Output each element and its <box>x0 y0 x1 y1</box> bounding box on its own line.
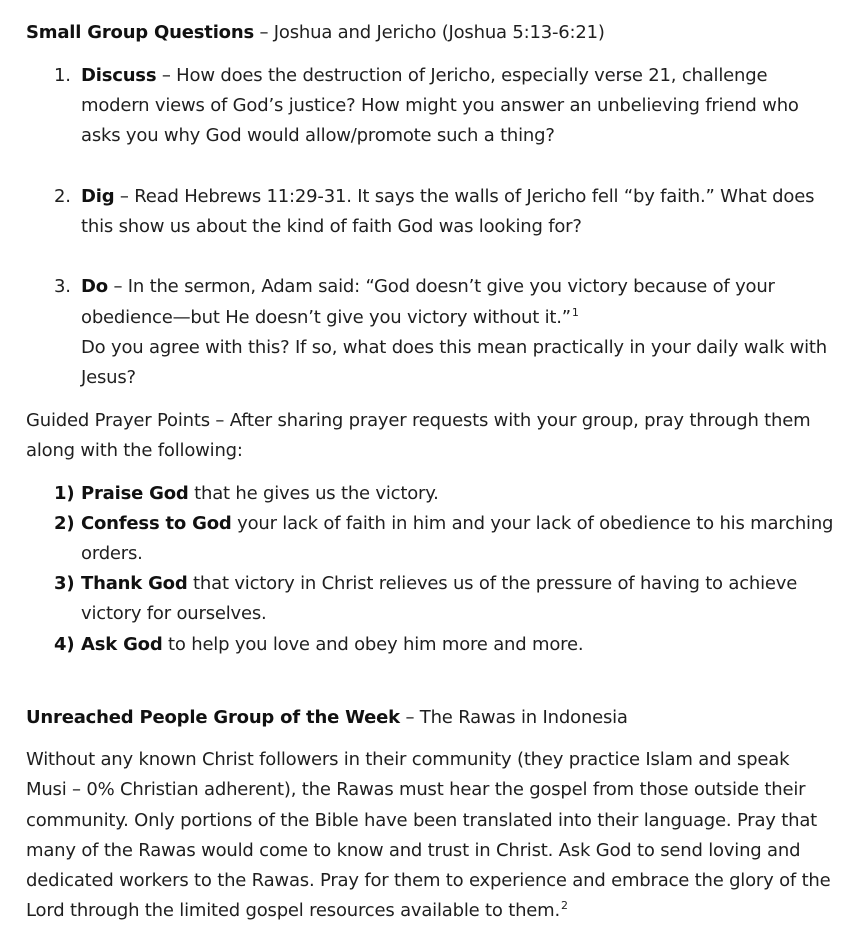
prayer-intro-line-1: Guided Prayer Points – After sharing prayer requests with your group, pray through them <box>26 410 811 431</box>
question-3-line-1 <box>81 272 775 302</box>
unreached-last-text: Lord through the limited gospel resources available to them. <box>26 900 561 921</box>
prayer-point-2-number <box>54 509 74 539</box>
question-3-number: 3. <box>54 276 71 297</box>
question-3-line-3: Do you agree with this? If so, what does this mean practically in your daily walk with <box>81 337 827 358</box>
prayer-point-3-line-2: victory for ourselves. <box>81 603 267 624</box>
prayer-point-1-number <box>54 479 74 509</box>
question-2-line-2: this show us about the kind of faith God was looking for? <box>81 216 582 237</box>
prayer-point-3-term: Thank God <box>81 573 188 594</box>
question-3-line-2 <box>81 303 579 335</box>
question-1-line-2: modern views of God’s justice? How might you answer an unbelieving friend who <box>81 95 799 116</box>
unreached-line-5: dedicated workers to the Rawas. Pray for them to experience and embrace the glory of the <box>26 870 831 891</box>
prayer-point-3-line-1 <box>81 569 797 599</box>
prayer-point-4-number <box>54 630 74 660</box>
question-2-line-1 <box>81 182 814 212</box>
question-3-term: Do <box>81 276 108 297</box>
unreached-subtitle: – The Rawas in Indonesia <box>399 707 628 728</box>
prayer-point-4-term: Ask God <box>81 634 163 655</box>
unreached-heading <box>26 703 628 733</box>
unreached-line-2: Musi – 0% Christian adherent), the Rawas must hear the gospel from those outside their <box>26 779 806 800</box>
question-2-text: – Read Hebrews 11:29-31. It says the walls of Jericho fell “by faith.” What does <box>114 186 815 207</box>
footnote-2-marker: 2 <box>561 899 568 912</box>
prayer-point-1-line-1 <box>81 479 439 509</box>
small-group-title: Small Group Questions <box>26 22 254 43</box>
question-1-number: 1. <box>54 65 71 86</box>
prayer-point-2-text: your lack of faith in him and your lack of obedience to his marching <box>231 513 834 534</box>
unreached-line-6 <box>26 896 568 928</box>
small-group-subtitle: – Joshua and Jericho (Joshua 5:13-6:21) <box>253 22 605 43</box>
unreached-line-4: many of the Rawas would come to know and trust in Christ. Ask God to send loving and <box>26 840 801 861</box>
prayer-point-2-line-1 <box>81 509 833 539</box>
unreached-line-3: community. Only portions of the Bible have been translated into their language. Pray that <box>26 810 818 831</box>
prayer-point-2-term: Confess to God <box>81 513 232 534</box>
question-2-number: 2. <box>54 186 71 207</box>
prayer-point-1-marker: 1) <box>54 483 75 504</box>
footnote-1-marker: 1 <box>571 306 579 319</box>
small-group-heading <box>26 18 605 48</box>
question-1-term: Discuss <box>81 65 157 86</box>
unreached-title: Unreached People Group of the Week <box>26 707 400 728</box>
question-1-line-1 <box>81 61 767 91</box>
question-3-quote: obedience—but He doesn’t give you victory without it.” <box>81 307 571 328</box>
question-3-line-4: Jesus? <box>81 367 136 388</box>
prayer-point-1-text: that he gives us the victory. <box>188 483 439 504</box>
prayer-point-3-number <box>54 569 74 599</box>
unreached-line-1: Without any known Christ followers in their community (they practice Islam and speak <box>26 749 790 770</box>
question-2-term: Dig <box>81 186 115 207</box>
prayer-point-4-marker: 4) <box>54 634 75 655</box>
prayer-point-2-marker: 2) <box>54 513 75 534</box>
prayer-point-2-line-2: orders. <box>81 543 143 564</box>
question-3-text: – In the sermon, Adam said: “God doesn’t give you victory because of your <box>107 276 775 297</box>
prayer-point-1-term: Praise God <box>81 483 189 504</box>
question-1-text: – How does the destruction of Jericho, especially verse 21, challenge <box>156 65 768 86</box>
prayer-point-3-marker: 3) <box>54 573 75 594</box>
prayer-point-4-text: to help you love and obey him more and more. <box>162 634 584 655</box>
prayer-intro-line-2: along with the following: <box>26 440 243 461</box>
question-1-line-3: asks you why God would allow/promote such a thing? <box>81 125 555 146</box>
prayer-point-3-text: that victory in Christ relieves us of the pressure of having to achieve <box>187 573 798 594</box>
prayer-point-4-line-1 <box>81 630 583 660</box>
